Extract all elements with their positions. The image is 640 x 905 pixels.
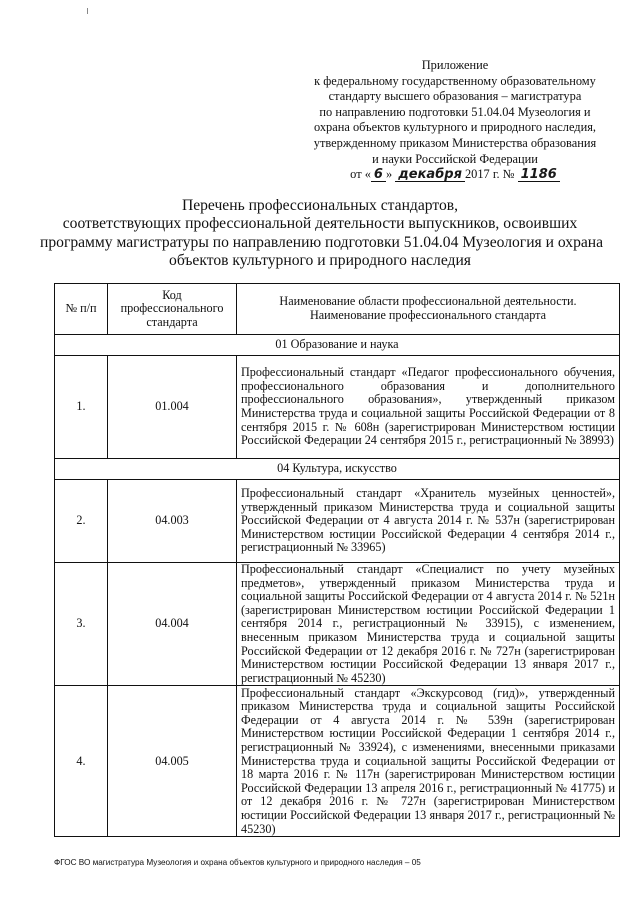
row-text: Профессиональный стандарт «Педагог профессионального обучения, профессионального образования и дополнительного профессионального образования», утвержденный приказом Министерства труда и социальной защиты Российской Федерации от 8 сентября 2015 г. № 608н (зарегистрирован Министерством юстиции Российской Федерации 24 сентября 2015 г., регистрационный № 38993)	[237, 356, 620, 459]
scan-mark	[87, 8, 88, 14]
standards-table	[54, 283, 620, 837]
appendix-line: и науки Российской Федерации	[372, 151, 538, 166]
appendix-block	[300, 58, 610, 183]
title-line: соответствующих профессиональной деятельности выпускников, освоивших	[62, 215, 578, 233]
row-num: 1.	[55, 356, 108, 459]
page-footer: ФГОС ВО магистратура Музеология и охрана объектов культурного и природного наследия – 05	[54, 858, 421, 867]
title-line: объектов культурного и природного наследия	[169, 252, 471, 270]
row-code: 04.004	[108, 563, 237, 686]
row-num: 3.	[55, 563, 108, 686]
appendix-line: к федеральному государственному образовательному	[314, 73, 596, 88]
appendix-line: Приложение	[421, 58, 489, 72]
section-row	[55, 335, 620, 356]
table-header-row	[55, 284, 620, 335]
row-text: Профессиональный стандарт «Экскурсовод (гид)», утвержденный приказом Министерства труда и социальной защиты Российской Федерации от 4 августа 2014 г. № 539н (зарегистрирован Министерством юстиции Российской Федерации 1 сентября 2014 г., регистрационный № 33924), с изменениями, внесенными приказами Министерства труда и социальной защиты Российской Федерации от 18 марта 2016 г. № 117н (зарегистрирован Министерством юстиции Российской Федерации 13 апреля 2016 г., регистрационный № 41775) и от 12 декабря 2016 г. № 727н (зарегистрирован Министерством юстиции Российской Федерации 13 января 2017 г., регистрационный № 45230)	[237, 686, 620, 837]
row-text: Профессиональный стандарт «Хранитель музейных ценностей», утвержденный приказом Министерства труда и социальной защиты Российской Федерации от 4 августа 2014 г. № 537н (зарегистрирован Министерством юстиции Российской Федерации 4 сентября 2014 г., регистрационный № 33965)	[237, 480, 620, 563]
appendix-line: охрана объектов культурного и природного наследия,	[313, 120, 597, 135]
appendix-line: по направлению подготовки 51.04.04 Музеология и	[319, 104, 591, 119]
handwritten-day: 6	[371, 169, 386, 182]
date-prefix: от «	[350, 167, 371, 182]
appendix-line: стандарту высшего образования – магистратура	[328, 89, 582, 104]
appendix-line: утвержденному приказом Министерства образования	[313, 135, 597, 150]
title-line: Перечень профессиональных стандартов,	[181, 197, 459, 214]
year-text: 2017 г. №	[464, 167, 515, 182]
date-mid: »	[385, 167, 393, 182]
table-row	[55, 356, 620, 459]
table-row	[55, 563, 620, 686]
row-num: 2.	[55, 480, 108, 563]
order-date-line	[300, 167, 610, 183]
table-row	[55, 686, 620, 837]
table-row	[55, 480, 620, 563]
row-code: 01.004	[108, 356, 237, 459]
header-name: Наименование области профессиональной деятельности. Наименование профессионального стандарта	[237, 284, 620, 335]
row-num: 4.	[55, 686, 108, 837]
section-row	[55, 459, 620, 480]
row-code: 04.003	[108, 480, 237, 563]
handwritten-month: декабря	[395, 169, 465, 182]
row-text: Профессиональный стандарт «Специалист по учету музейных предметов», утвержденный приказом Министерства труда и социальной защиты Российской Федерации от 4 августа 2014 г. № 521н (зарегистрирован Министерством юстиции Российской Федерации 1 сентября 2014 г., регистрационный № 33915), с изменением, внесенным приказом Министерства труда и социальной защиты Российской Федерации от 12 декабря 2016 г. № 727н (зарегистрирован Министерством юстиции Российской Федерации 13 января 2017 г., регистрационный № 45230)	[237, 563, 620, 686]
title-line: программу магистратуры по направлению подготовки 51.04.04 Музеология и охрана	[40, 233, 604, 251]
handwritten-order-number: 1186	[518, 169, 560, 182]
section-title: 01 Образование и наука	[55, 335, 620, 356]
header-code: Код профессионального стандарта	[108, 284, 237, 335]
row-code: 04.005	[108, 686, 237, 837]
section-title: 04 Культура, искусство	[55, 459, 620, 480]
header-num: № п/п	[55, 284, 108, 335]
document-title	[40, 197, 604, 271]
